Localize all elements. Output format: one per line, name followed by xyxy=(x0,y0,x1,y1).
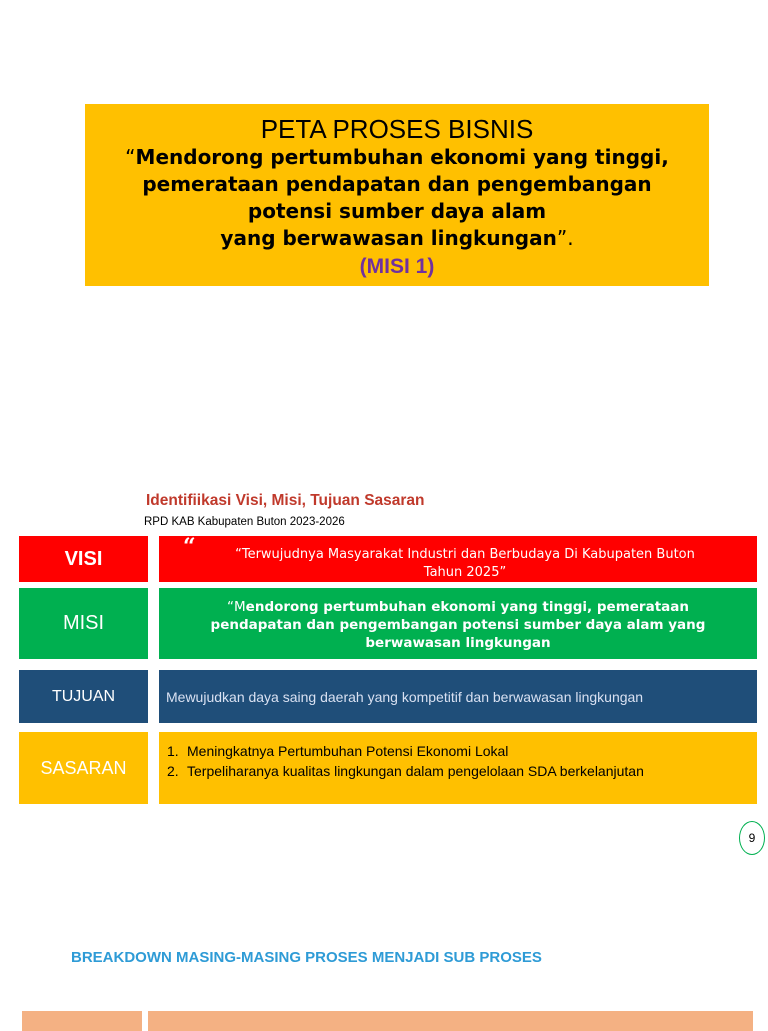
misi-label: MISI xyxy=(19,588,148,659)
visi-content xyxy=(159,536,757,582)
sasaran-list xyxy=(167,741,644,781)
close-quote: ”. xyxy=(556,226,574,250)
breakdown-title: BREAKDOWN MASING-MASING PROSES MENJADI SUB PROSES xyxy=(71,949,542,966)
section-subtitle: RPD KAB Kabupaten Buton 2023-2026 xyxy=(144,516,345,528)
list-item-text: Meningkatnya Pertumbuhan Potensi Ekonomi Lokal xyxy=(187,743,509,759)
misi-tag: (MISI 1) xyxy=(359,255,435,278)
list-item xyxy=(167,761,644,781)
title-box xyxy=(85,104,709,286)
visi-text xyxy=(195,546,735,582)
misi-line-3: berwawasan lingkungan xyxy=(365,635,551,651)
section-title: Identifiikasi Visi, Misi, Tujuan Sasaran xyxy=(146,492,425,509)
sasaran-label: SASARAN xyxy=(19,732,148,804)
quote-line-4: yang berwawasan lingkungan xyxy=(220,226,557,250)
tujuan-label: TUJUAN xyxy=(19,670,148,723)
visi-label: VISI xyxy=(19,536,148,582)
bottom-left-box xyxy=(22,1011,142,1031)
misi-content xyxy=(159,588,757,659)
page-title: PETA PROSES BISNIS xyxy=(260,114,534,144)
list-item-number: 1. xyxy=(167,743,179,759)
mission-quote xyxy=(85,144,709,252)
quote-line-2: pemerataan pendapatan dan pengembangan xyxy=(142,172,652,196)
misi-line-2: pendapatan dan pengembangan potensi sumber daya alam yang xyxy=(210,617,706,633)
tujuan-content xyxy=(159,670,757,723)
visi-line-2: Tahun 2025” xyxy=(423,565,507,580)
quote-line-1: Mendorong pertumbuhan ekonomi yang tinggi, xyxy=(135,145,669,169)
list-item-text: Terpeliharanya kualitas lingkungan dalam pengelolaan SDA berkelanjutan xyxy=(187,763,644,779)
tujuan-text: Mewujudkan daya saing daerah yang kompetitif dan berwawasan lingkungan xyxy=(166,688,644,705)
page-number: 9 xyxy=(739,821,765,855)
bottom-right-box xyxy=(148,1011,753,1031)
visi-line-1: “Terwujudnya Masyarakat Industri dan Berbudaya Di Kabupaten Buton xyxy=(235,547,695,562)
open-quote: “ xyxy=(125,145,136,169)
quote-mark-icon: “ xyxy=(183,534,196,560)
misi-lead: “M xyxy=(227,599,246,615)
list-item xyxy=(167,741,644,761)
list-item-number: 2. xyxy=(167,763,179,779)
misi-text xyxy=(169,598,747,652)
misi-line-1: endorong pertumbuhan ekonomi yang tinggi, pemerataan xyxy=(245,599,689,615)
sasaran-content xyxy=(159,732,757,804)
quote-line-3: potensi sumber daya alam xyxy=(247,199,547,223)
